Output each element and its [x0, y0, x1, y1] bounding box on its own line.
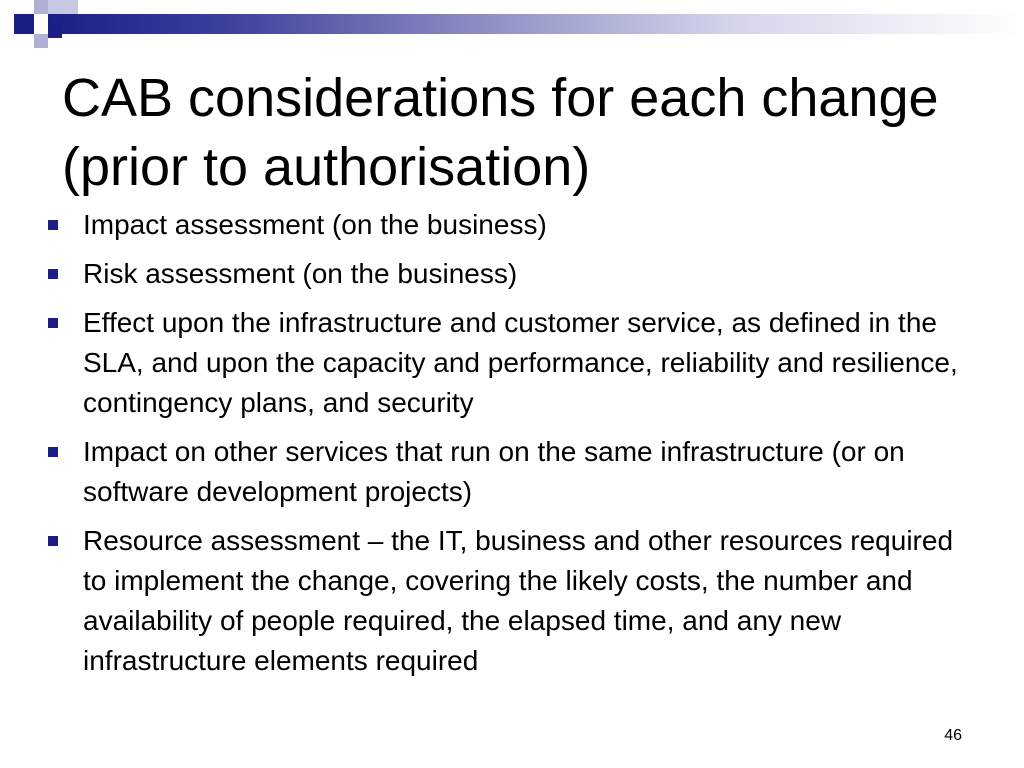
- bullet-item: [44, 303, 974, 423]
- bullet-square-icon: [48, 447, 58, 457]
- bullet-text: Impact assessment (on the business): [83, 209, 547, 240]
- bullet-item: [44, 521, 974, 681]
- decor-square: [34, 34, 48, 48]
- top-gradient-band: [48, 14, 1024, 34]
- slide-number: 46: [944, 727, 962, 744]
- bullet-square-icon: [48, 269, 58, 279]
- bullet-text: Resource assessment – the IT, business and other resources required to implement the change, covering the likely costs, the number and availability of people required, the elapsed time, and any new infrastructure elements required: [83, 525, 954, 676]
- bullet-item: [44, 432, 974, 512]
- bullet-text: Risk assessment (on the business): [83, 258, 518, 289]
- bullet-text: Impact on other services that run on the same infrastructure (or on software development projects): [83, 436, 905, 507]
- bullet-text: Effect upon the infrastructure and customer service, as defined in the SLA, and upon the capacity and performance, reliability and resilience, contingency plans, and security: [83, 307, 958, 418]
- decor-square: [34, 0, 48, 14]
- bullet-list: [44, 205, 974, 690]
- decor-square: [14, 14, 34, 34]
- bullet-square-icon: [48, 536, 58, 546]
- bullet-item: [44, 205, 974, 245]
- decor-square: [48, 24, 62, 38]
- bullet-square-icon: [48, 220, 58, 230]
- decor-square: [48, 0, 78, 14]
- bullet-item: [44, 254, 974, 294]
- slide-title: CAB considerations for each change (prior to authorisation): [62, 68, 939, 197]
- bullet-square-icon: [48, 318, 58, 328]
